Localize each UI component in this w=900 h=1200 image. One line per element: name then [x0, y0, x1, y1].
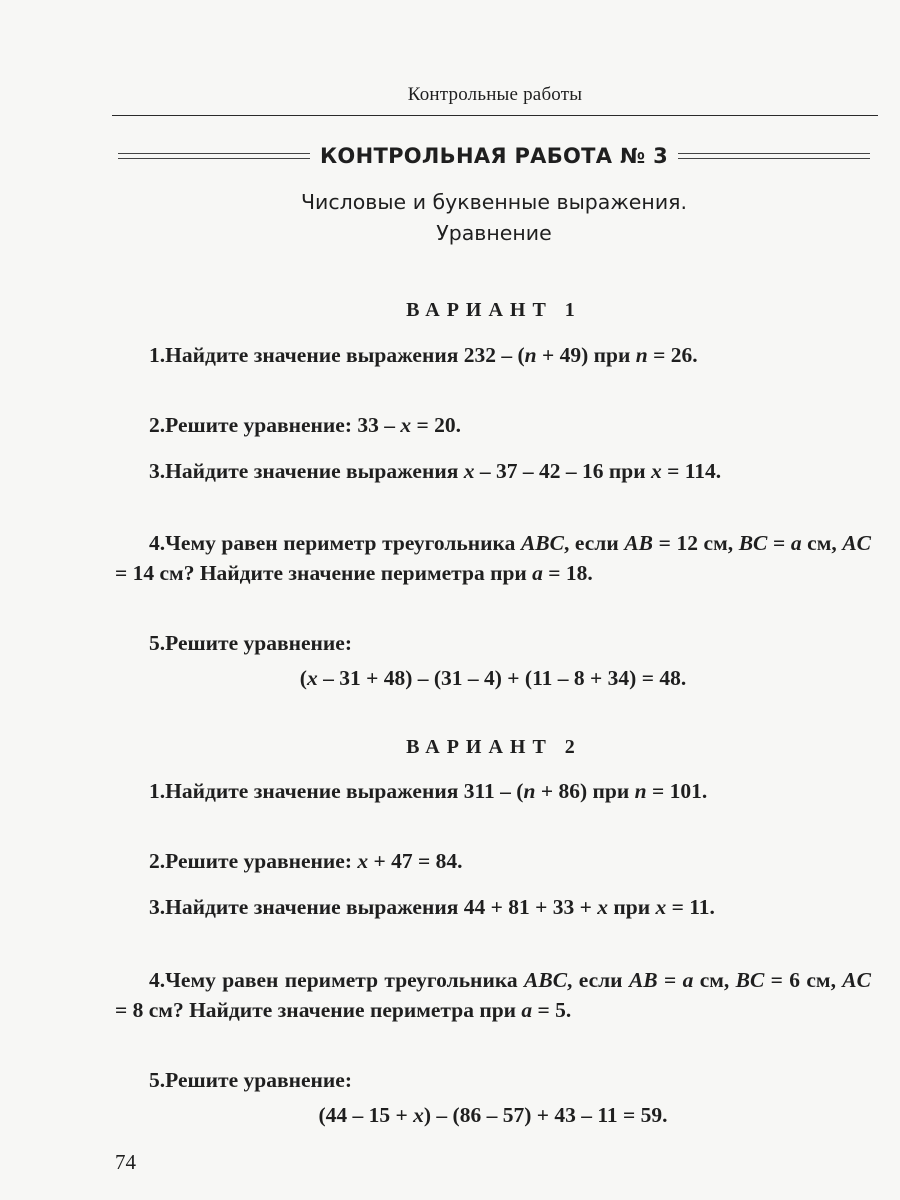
variant-1-problem-1 [115, 340, 871, 370]
math-var: BC [738, 531, 768, 555]
problem-number: 2. [149, 849, 166, 873]
subtitle-line-1: Числовые и буквенные выражения. [301, 190, 687, 214]
math-var: AB [628, 968, 658, 992]
title-rule-right [678, 153, 870, 159]
problem-text: см, [801, 531, 843, 555]
problem-text: Чему равен периметр треугольника [165, 531, 521, 555]
problem-text: Решите уравнение: 33 – [165, 413, 401, 437]
problem-text: + 47 = 84. [368, 849, 463, 873]
variant-2-equation [115, 1103, 871, 1128]
math-var: a [521, 998, 533, 1022]
variant-2-problem-5 [115, 1065, 871, 1095]
math-var: AB [624, 531, 654, 555]
problem-text: = 20. [411, 413, 462, 437]
math-var: n [634, 779, 647, 803]
equation-text: ( [299, 666, 307, 690]
math-var: x [400, 413, 412, 437]
problem-number: 2. [149, 413, 166, 437]
title-rule-left [118, 153, 310, 159]
page-title: КОНТРОЛЬНАЯ РАБОТА № 3 [319, 144, 669, 168]
math-var: x [650, 459, 662, 483]
problem-text: = 12 см, [653, 531, 739, 555]
math-var: n [635, 343, 648, 367]
math-var: n [523, 779, 536, 803]
equation-text: ) – (86 – 57) + 43 – 11 = 59. [423, 1103, 668, 1127]
problem-text: , если [567, 968, 629, 992]
problem-text: Решите уравнение: [165, 1068, 353, 1092]
problem-text: = 14 см? Найдите значение периметра при [115, 561, 533, 585]
variant-1-problem-5 [115, 628, 871, 658]
problem-number: 5. [149, 1068, 166, 1092]
variant-1-problem-3 [115, 456, 871, 486]
math-var: x [357, 849, 369, 873]
problem-text: см, [693, 968, 736, 992]
math-var: ABC [524, 968, 568, 992]
problem-text: = 18. [542, 561, 593, 585]
problem-text: при [608, 895, 656, 919]
math-var: BC [735, 968, 765, 992]
variant-1-problem-2 [115, 410, 871, 440]
problem-text: + 49) при [536, 343, 636, 367]
math-var: x [655, 895, 667, 919]
problem-text: = 114. [661, 459, 722, 483]
problem-text: = 6 см, [764, 968, 843, 992]
math-var: n [524, 343, 537, 367]
equation-text: (44 – 15 + [318, 1103, 414, 1127]
variant-2-problem-2 [115, 846, 871, 876]
subtitle-line-2: Уравнение [436, 221, 552, 245]
problem-text: Найдите значение выражения [165, 459, 464, 483]
variant-2-heading: ВАРИАНТ 2 [406, 736, 582, 758]
problem-number: 5. [149, 631, 166, 655]
problem-number: 1. [149, 779, 166, 803]
problem-text: Найдите значение выражения 44 + 81 + 33 + [165, 895, 598, 919]
problem-text: Найдите значение выражения 311 – ( [165, 779, 524, 803]
math-var: AC [842, 968, 871, 992]
math-var: x [306, 666, 318, 690]
problem-number: 3. [149, 459, 166, 483]
problem-text: = 101. [646, 779, 708, 803]
problem-text: Найдите значение выражения 232 – ( [165, 343, 525, 367]
problem-text: , если [563, 531, 625, 555]
problem-number: 4. [149, 968, 166, 992]
variant-1-heading: ВАРИАНТ 1 [406, 299, 582, 321]
problem-text: + 86) при [535, 779, 635, 803]
problem-text: Решите уравнение: [165, 849, 358, 873]
problem-text: Чему равен периметр треугольника [165, 968, 525, 992]
variant-2-problem-1 [115, 776, 871, 806]
equation-text: – 31 + 48) – (31 – 4) + (11 – 8 + 34) = 48. [317, 666, 687, 690]
math-var: a [790, 531, 802, 555]
math-var: x [597, 895, 608, 919]
problem-number: 1. [149, 343, 166, 367]
math-var: a [532, 561, 543, 585]
header-rule [112, 115, 878, 116]
variant-2-problem-4 [115, 965, 871, 1025]
page-number: 74 [115, 1150, 136, 1174]
problem-number: 4. [149, 531, 166, 555]
math-var: AC [842, 531, 871, 555]
problem-text: Решите уравнение: [165, 631, 353, 655]
variant-1-problem-4 [115, 528, 871, 588]
problem-text: = [657, 968, 683, 992]
problem-text: = 26. [647, 343, 698, 367]
running-header: Контрольные работы [407, 84, 583, 105]
problem-text: = [767, 531, 791, 555]
math-var: x [413, 1103, 424, 1127]
math-var: x [463, 459, 475, 483]
problem-text: – 37 – 42 – 16 при [474, 459, 651, 483]
variant-2-problem-3 [115, 892, 871, 922]
title-row [118, 144, 870, 168]
problem-text: = 8 см? Найдите значение периметра при [115, 998, 522, 1022]
variant-1-equation [115, 666, 871, 691]
math-var: ABC [520, 531, 564, 555]
problem-number: 3. [149, 895, 166, 919]
problem-text: = 11. [666, 895, 715, 919]
math-var: a [682, 968, 694, 992]
problem-text: = 5. [532, 998, 572, 1022]
